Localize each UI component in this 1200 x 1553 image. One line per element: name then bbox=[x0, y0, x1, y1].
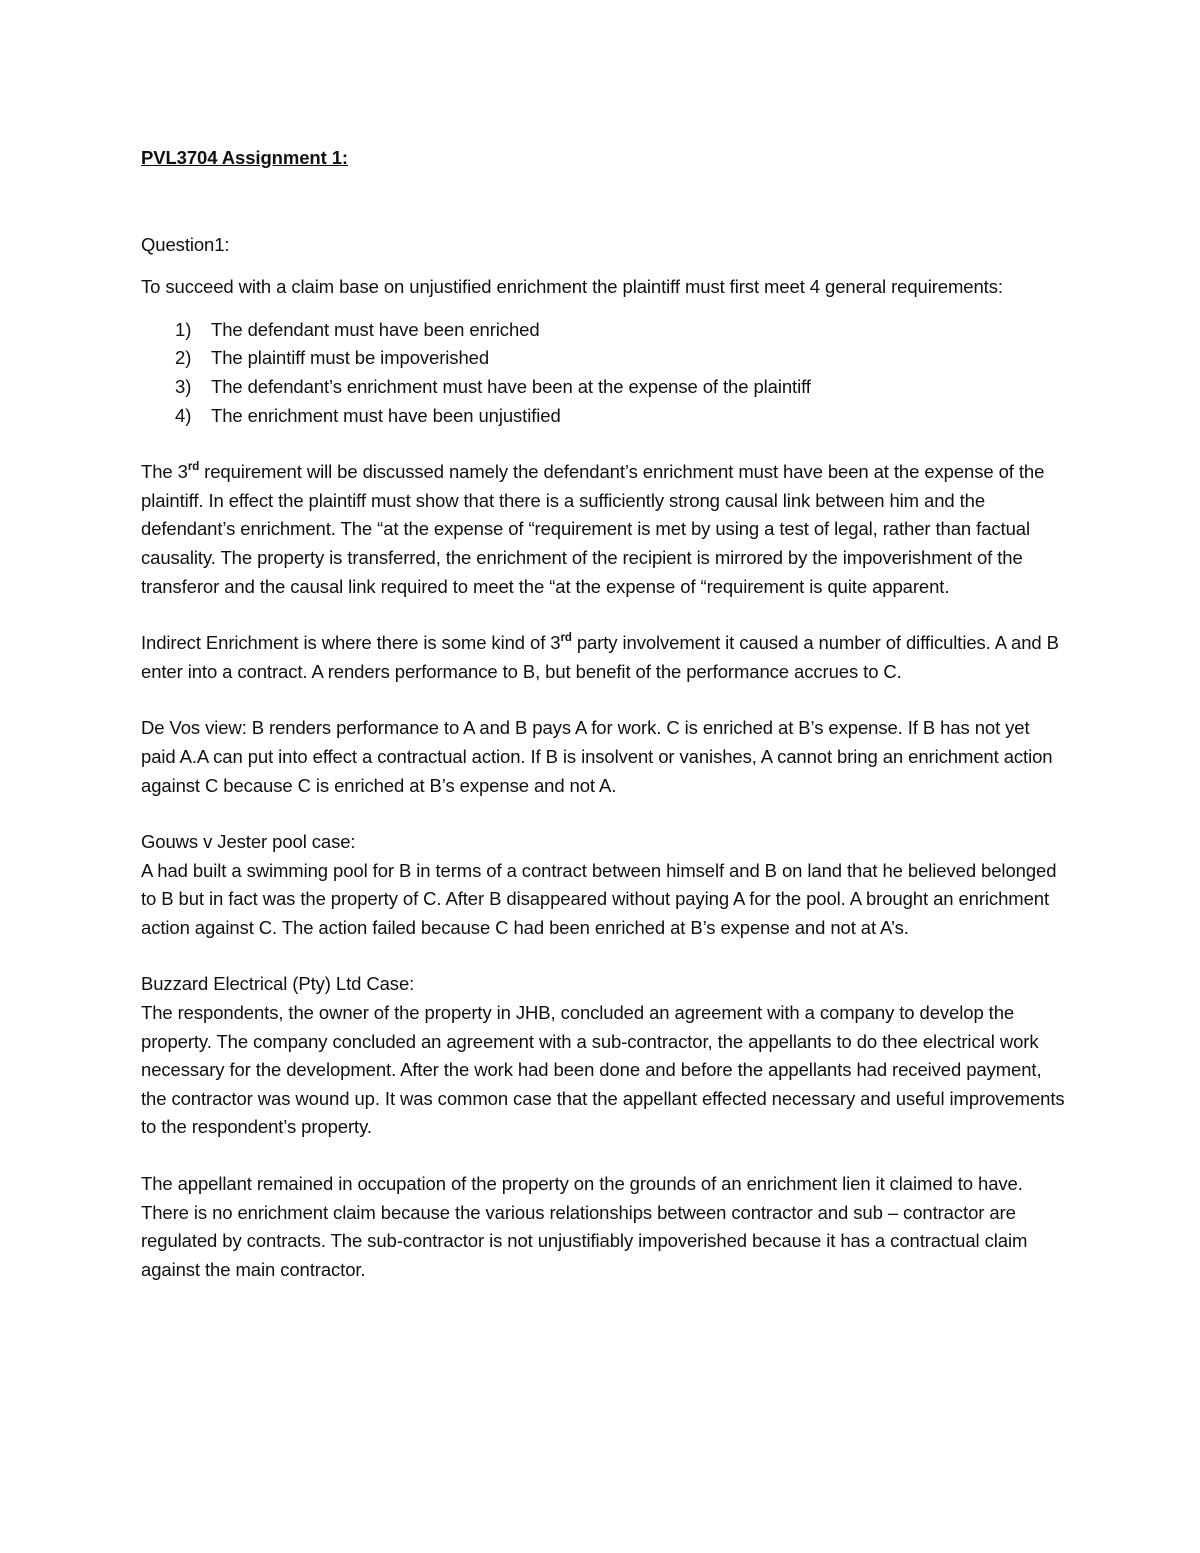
list-item bbox=[141, 373, 1066, 402]
list-text: The enrichment must have been unjustified bbox=[211, 404, 561, 426]
buzzard-paragraph: The respondents, the owner of the property in JHB, concluded an agreement with a company to develop the property. The company concluded an agreement with a sub-contractor, the appellants to do thee electrical work necessary for the development. After the work had been done and before the appellants had received payment, the contractor was wound up. It was common case that the appellant effected necessary and useful improvements to the respondent’s property. bbox=[141, 1002, 1065, 1138]
list-text: The defendant must have been enriched bbox=[211, 318, 540, 340]
requirements-list bbox=[141, 316, 1066, 430]
superscript: rd bbox=[187, 461, 200, 473]
gouws-heading: Gouws v Jester pool case: bbox=[141, 831, 356, 853]
list-text: The defendant’s enrichment must have been at the expense of the plaintiff bbox=[211, 375, 811, 397]
list-number: 4) bbox=[175, 404, 192, 426]
document-title: PVL3704 Assignment 1: bbox=[141, 147, 348, 168]
text-run: Indirect Enrichment is where there is some kind of 3 bbox=[141, 632, 561, 654]
appellant-paragraph: The appellant remained in occupation of the property on the grounds of an enrichment lien it claimed to have. There is no enrichment claim because the various relationships between contractor and sub – contractor are regulated by contracts. The sub-contractor is not unjustifiably impoverished because it has a contractual claim against the main contractor. bbox=[141, 1173, 1028, 1280]
buzzard-heading: Buzzard Electrical (Pty) Ltd Case: bbox=[141, 973, 415, 995]
de-vos-paragraph: De Vos view: B renders performance to A and B pays A for work. C is enriched at B’s expense. If B has not yet paid A.A can put into effect a contractual action. If B is insolvent or vanishes, A cannot bring an enrichment action against C because C is enriched at B’s expense and not A. bbox=[141, 717, 1053, 796]
list-text: The plaintiff must be impoverished bbox=[211, 347, 490, 369]
document-body bbox=[141, 144, 1066, 1284]
list-item bbox=[141, 316, 1066, 345]
list-number: 1) bbox=[175, 318, 192, 340]
indirect-enrichment-paragraph bbox=[141, 629, 1066, 686]
question-label: Question1: bbox=[141, 233, 230, 255]
superscript: rd bbox=[560, 631, 572, 644]
list-number: 3) bbox=[175, 375, 192, 397]
gouws-paragraph: A had built a swimming pool for B in terms of a contract between himself and B on land that he believed belonged to B but in fact was the property of C. After B disappeared without paying A for the pool. A brought an enrichment action against C. The action failed because C had been enriched at B’s expense and not at A’s. bbox=[141, 859, 1057, 938]
text-run: The 3 bbox=[141, 461, 188, 483]
intro-paragraph: To succeed with a claim base on unjustified enrichment the plaintiff must first meet 4 general requirements: bbox=[141, 276, 1003, 298]
list-number: 2) bbox=[175, 347, 192, 369]
third-requirement-paragraph bbox=[141, 458, 1066, 601]
list-item bbox=[141, 344, 1066, 373]
list-item bbox=[141, 402, 1066, 431]
text-run: requirement will be discussed namely the defendant’s enrichment must have been at the expense of the plaintiff. In effect the plaintiff must show that there is a sufficiently strong causal link between him and the defendant’s enrichment. The “at the expense of “requirement is met by using a test of legal, rather than factual causality. The property is transferred, the enrichment of the recipient is mirrored by the impoverishment of the transferor and the causal link required to meet the “at the expense of “requirement is quite apparent. bbox=[141, 461, 1045, 597]
text-run: party involvement it caused a number of difficulties. A and B enter into a contract. A renders performance to B, but benefit of the performance accrues to C. bbox=[141, 632, 1059, 682]
